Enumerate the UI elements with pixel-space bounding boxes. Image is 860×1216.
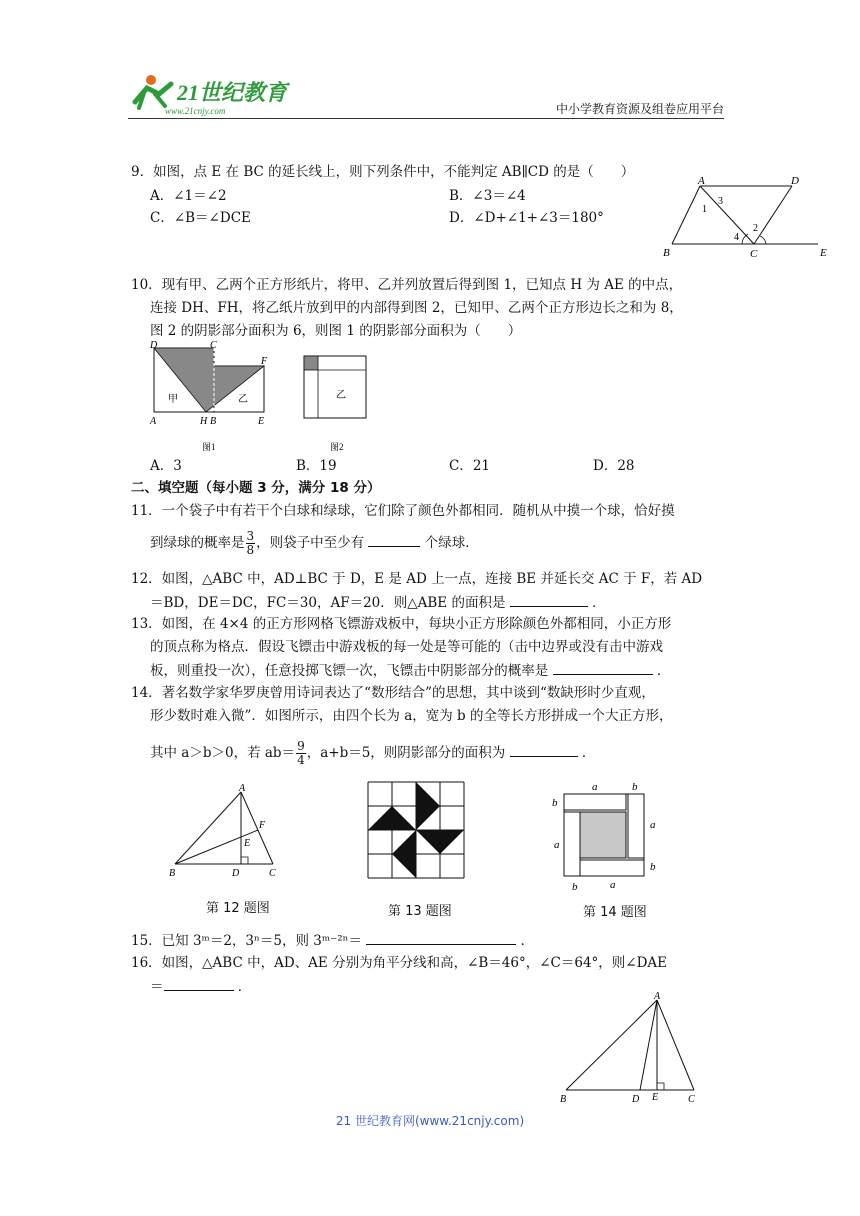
q9-angle-4: 4 bbox=[734, 232, 739, 243]
fig13-grid bbox=[366, 780, 466, 880]
logo-url: www.21cnjy.com bbox=[165, 106, 226, 116]
fig12-label-c: C bbox=[269, 868, 276, 879]
q13-line-3: 板，则重投一次），任意投掷飞镖一次，飞镖击中阴影部分的概率是 ． bbox=[150, 660, 670, 681]
fig14-label-a-left: a bbox=[554, 839, 560, 851]
q10-fig1-label-h: H bbox=[200, 416, 208, 427]
fig14-label-a-bottom: a bbox=[610, 879, 616, 891]
q10-fig1-label-c: C bbox=[210, 340, 217, 351]
q10-fig1-label-f: F bbox=[261, 356, 268, 367]
q10-option-b: B．19 bbox=[296, 458, 337, 474]
q10-fig1-label-b: B bbox=[210, 416, 217, 427]
fig14-label-b-right: b bbox=[650, 861, 656, 873]
q16-figure bbox=[556, 990, 706, 1106]
header-tagline: 中小学教育资源及组卷应用平台 bbox=[555, 102, 724, 116]
q12-line-2: ＝BD，DE＝DC，FC＝30，AF＝20．则△ABE 的面积是 ． bbox=[150, 592, 606, 613]
q10-fig1-caption: 图1 bbox=[202, 442, 216, 452]
q15-line: 15．已知 3ᵐ＝2，3ⁿ＝5，则 3ᵐ⁻²ⁿ＝ ． bbox=[131, 930, 534, 951]
q14-line-2: 形少数时难入微”．如图所示，由四个长为 a，宽为 b 的全等长方形拼成一个大正方形， bbox=[150, 708, 673, 724]
fig12-label-e: E bbox=[244, 838, 251, 849]
fig12-label-d: D bbox=[232, 868, 240, 879]
fig14-square bbox=[546, 776, 666, 894]
fig13-caption: 第 13 题图 bbox=[388, 904, 452, 919]
q10-line-3: 图 2 的阴影部分面积为 6，则图 1 的阴影部分面积为（ ） bbox=[150, 323, 522, 339]
q11-answer-blank[interactable] bbox=[368, 532, 420, 547]
page-footer: 21 世纪教育网(www.21cnjy.com) bbox=[335, 1114, 525, 1128]
q14-line-1: 14．著名数学家华罗庚曾用诗词表达了“数形结合”的思想，其中谈到“数缺形时少直观， bbox=[131, 685, 655, 701]
q16-label-c: C bbox=[688, 1094, 695, 1105]
q10-option-c: C．21 bbox=[449, 458, 491, 474]
fig14-label-b-top: b bbox=[632, 781, 638, 793]
q10-line-2: 连接 DH、FH，将乙纸片放到甲的内部得到图 2，已知甲、乙两个正方形边长之和为 8， bbox=[150, 300, 683, 316]
q10-fig2-yi: 乙 bbox=[336, 390, 346, 401]
q9-label-c: C bbox=[750, 248, 758, 260]
q14-fraction: $\frac{9}{4}$ bbox=[297, 739, 305, 767]
q14-answer-blank[interactable] bbox=[510, 742, 578, 757]
q12-answer-blank[interactable] bbox=[510, 592, 588, 607]
q9-angle-3: 3 bbox=[718, 196, 723, 207]
q16-label-a: A bbox=[654, 991, 661, 1002]
q9-label-e: E bbox=[820, 247, 827, 259]
fig14-caption: 第 14 题图 bbox=[583, 905, 647, 920]
fig14-label-a-right: a bbox=[650, 819, 656, 831]
q9-option-a: A．∠1＝∠2 bbox=[150, 188, 227, 204]
q16-line-2: ＝ ． bbox=[150, 976, 251, 997]
q16-label-b: B bbox=[560, 1094, 567, 1105]
q13-line-1: 13．如图，在 4×4 的正方形网格飞镖游戏板中，每块小正方形除颜色外都相同，小正方形 bbox=[131, 616, 672, 632]
fig14-label-b-left: b bbox=[552, 797, 558, 809]
q11-line-1: 11．一个袋子中有若干个白球和绿球，它们除了颜色外都相同．随机从中摸一个球，恰好摸 bbox=[131, 503, 675, 519]
q16-label-e: E bbox=[652, 1092, 659, 1103]
q10-option-a: A．3 bbox=[150, 458, 182, 474]
q14-line-3: 其中 a＞b＞0，若 ab＝ $\frac{9}{4}$ ，a+b＝5，则阴影部分的面积为 ． bbox=[150, 739, 596, 767]
q16-label-d: D bbox=[632, 1094, 640, 1105]
q10-fig1-label-d: D bbox=[150, 340, 158, 351]
logo-text: 21世纪教育 bbox=[177, 80, 288, 105]
fig13-shaded-top bbox=[416, 782, 440, 830]
q11-line-2: 到绿球的概率是 $\frac{3}{8}$ ，则袋子中至少有 个绿球． bbox=[150, 529, 479, 557]
fig13-shaded-bottom bbox=[392, 830, 416, 878]
section-2-heading: 二、填空题（每小题 3 分，满分 18 分） bbox=[131, 480, 381, 496]
header-divider bbox=[128, 118, 724, 119]
q15-answer-blank[interactable] bbox=[366, 930, 516, 945]
q9-label-b: B bbox=[663, 247, 670, 259]
q10-line-1: 10．现有甲、乙两个正方形纸片，将甲、乙并列放置后得到图 1，已知点 H 为 AE 的中点， bbox=[131, 277, 683, 293]
fig14-label-a-top: a bbox=[592, 781, 598, 793]
q16-line-1: 16．如图，△ABC 中，AD、AE 分别为角平分线和高，∠B＝46°，∠C＝64°，则∠DAE bbox=[131, 955, 668, 971]
q10-option-d: D．28 bbox=[593, 458, 635, 474]
q9-label-d: D bbox=[791, 175, 799, 187]
fig12-label-a: A bbox=[239, 783, 246, 794]
q11-fraction: $\frac{3}{8}$ bbox=[246, 529, 255, 557]
fig13-shaded-left bbox=[368, 806, 416, 830]
q13-line-2: 的顶点称为格点．假设飞镖击中游戏板的每一处是等可能的（击中边界或没有击中游戏 bbox=[150, 639, 663, 655]
q10-fig1-jia: 甲 bbox=[168, 394, 178, 405]
fig14-shaded-square bbox=[580, 812, 626, 858]
q12-line-1: 12．如图，△ABC 中，AD⊥BC 于 D，E 是 AD 上一点，连接 BE 并延长交 AC 于 F，若 AD bbox=[131, 571, 703, 587]
q10-fig1-label-e: E bbox=[258, 416, 265, 427]
fig14-label-b-bottom: b bbox=[572, 881, 578, 893]
q9-angle-2: 2 bbox=[753, 223, 758, 234]
q10-fig1-yi: 乙 bbox=[238, 394, 248, 405]
fig13-shaded-right bbox=[416, 830, 464, 854]
q10-figure-1 bbox=[146, 340, 276, 455]
q13-answer-blank[interactable] bbox=[553, 660, 653, 675]
site-logo bbox=[125, 72, 295, 118]
q9-stem: 9．如图，点 E 在 BC 的延长线上，则下列条件中，不能判定 AB∥CD 的是（ ） bbox=[131, 164, 635, 180]
q10-fig2-caption: 图2 bbox=[330, 442, 344, 452]
q10-fig1-label-a: A bbox=[150, 416, 157, 427]
fig12-caption: 第 12 题图 bbox=[206, 901, 270, 916]
q9-option-d: D．∠D+∠1+∠3＝180° bbox=[449, 210, 604, 226]
logo-runner-head bbox=[146, 75, 156, 85]
q10-figure-2 bbox=[296, 348, 376, 455]
q9-angle-1: 1 bbox=[702, 204, 707, 215]
fig12-label-f: F bbox=[259, 820, 266, 831]
fig12-triangle bbox=[165, 782, 285, 882]
q9-option-c: C．∠B＝∠DCE bbox=[150, 210, 251, 226]
q16-answer-blank[interactable] bbox=[164, 976, 234, 991]
q9-label-a: A bbox=[698, 175, 705, 187]
fig12-label-b: B bbox=[169, 868, 176, 879]
q9-option-b: B．∠3＝∠4 bbox=[449, 188, 526, 204]
q9-figure bbox=[658, 174, 838, 262]
